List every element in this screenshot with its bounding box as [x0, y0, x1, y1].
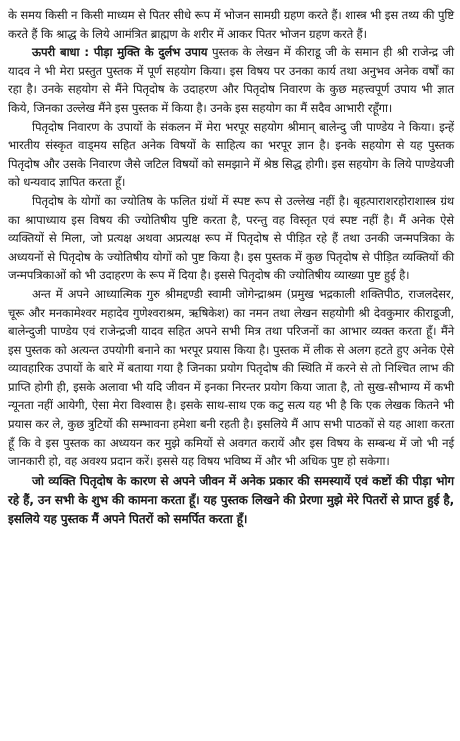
paragraph-shraddha [8, 6, 454, 43]
text-line: के समय किसी न किसी माध्यम से पितर सीधे रूप में भोजन सामग्री ग्रहण करते हैं। शास्त्र [8, 8, 367, 22]
text-line: किया जाता है, तो सुख-सौभाग्य में कभी न्यूनता नहीं आयेगी, ऐसा मेरा विश्वास है। इसके [8, 379, 455, 413]
text-line: ज्ञान है। इनके सहयोग से यह पुस्तक पितृदोष और उसके निवारण जैसे जटिल विषयों को [8, 138, 454, 171]
text-line: में पितृदोष से पीड़ित रहे हैं तथा उनकी जन्मपत्रिका के अध्ययनों से पितृदोष के ज्योतिषीय [8, 231, 454, 264]
text-line: अपने सभी मित्र तथा परिजनों का आभार व्यक्त करता हूँ। मैंने इस पुस्तक को अत्यन्त [8, 324, 454, 357]
text-line: साथ-साथ एक कटु सत्य यह भी है कि एक लेखक कितने भी प्रयास कर ले, कुछ त्रुटियों [8, 398, 454, 432]
text-line: भी इस तथ्य की पुष्टि करते हैं कि श्राद्ध के लिये आमंत्रित ब्राह्मण के शरीर में आकर पितर [8, 8, 454, 41]
text-line: पितृदोष निवारण के उपायों के संकलन में मेरा भरपूर सहयोग श्रीमान् बालेन्दु जी [32, 119, 362, 134]
text-line: एवं कष्टों की पीड़ा भोग रहे हैं, उन सभी के शुभ की कामना करता हूँ। यह पुस्तक [8, 473, 455, 507]
text-line: लेखन सहयोगी श्री देवकुमार कीराडूजी, बालेन्दुजी पाण्डेय एवं राजेन्द्रजी यादव सहित [8, 305, 454, 339]
text-line: अन्त में अपने आध्यात्मिक गुरु श्रीमद्दण्डी स्वामी जोगेन्द्राश्रम (प्रमुख भद्रकाली [32, 286, 356, 301]
paragraph-pandey [8, 118, 454, 192]
text-line: बृहत्पाराशरहोराशास्त्र ग्रंथ का श्रापाध्याय इस विषय की ज्योतिषीय पुष्टि करता है, परन्तु वह [8, 193, 454, 227]
text-line: तो निश्चित लाभ की प्राप्ति होगी ही, इसके अलावा भी यदि जीवन में इनका निरन्तर प्रयोग [8, 361, 454, 394]
text-line: पितृदोष के योगों का ज्योतिष के फलित ग्रंथों में स्पष्ट रूप से उल्लेख नहीं है। [32, 193, 350, 208]
text-line: उपयोगी बनाने का भरपूर प्रयास किया है। पुस्तक में लीक से अलग हटते हुए अनेक ऐसे [102, 342, 454, 357]
book-title: ऊपरी बाधा : पीड़ा मुक्ति के दुर्लभ उपाय [32, 45, 208, 60]
text-line: पुष्ट हो सकेगा। [330, 454, 390, 469]
text-line: विस्तृत एवं स्पष्ट नहीं है। मैं अनेक ऐसे व्यक्तियों से मिला, जो प्रत्यक्ष अथवा अप्रत्यक्ष रूप [8, 212, 454, 246]
text-line: भोजन ग्रहण करते हैं। [279, 26, 367, 41]
paragraph-acknowledgement [8, 285, 454, 471]
text-line: योगों को पुष्ट किया है। इस पुस्तक में कुछ पितृदोष से पीड़ित व्यक्तियों की जन्मपत्रिकाओं [8, 249, 454, 283]
text-line: पुस्तक में किया है। उनके इस सहयोग का मैं सदैव आभारी रहूँगा। [131, 100, 393, 115]
text-line: की सम्भावना हमेशा बनी रहती है। इसलिये मैं आप सभी पाठकों से यह आशा करता हूँ कि [8, 417, 454, 450]
text-line: शक्तिपीठ, राजलदेसर, चूरू और मनकामेश्वर महादेव गुणेश्वराश्रम, ऋषिकेश) का नमन तथा [8, 286, 454, 320]
paragraph-book-reference [8, 43, 454, 117]
text-line: और पितृदोष निवारण के कुछ महत्त्वपूर्ण उपाय भी ज्ञात किये, जिनका उल्लेख मैंने इस [8, 82, 454, 115]
text-line: समान ही श्री राजेन्द्र जी यादव ने भी मेरा प्रस्तुत पुस्तक में पूर्ण सहयोग किया। इस विषय पर [8, 45, 454, 78]
text-line: पाण्डेय ने किया। इन्हें भारतीय संस्कृत वाड्मय सहित अनेक विषयों के साहित्य का भरपूर [8, 119, 454, 153]
text-line: को भी उदाहरण के रूप में दिया है। इससे पितृदोष की ज्योतिषीय व्याख्या पुष्ट हुई है। [69, 268, 410, 283]
paragraph-astrology [8, 192, 454, 285]
text-line: पुस्तक के लेखन में कीराडू जी के [207, 45, 351, 60]
text-line: जो व्यक्ति पितृदोष के कारण से अपने जीवन में अनेक प्रकार की समस्यायें [32, 473, 351, 488]
paragraph-dedication [8, 472, 454, 529]
text-line: उनका कार्य तथा अनुभव अनेक वर्षों का रहा है। उनके सहयोग से मैंने पितृदोष के उदाहरण [8, 63, 454, 97]
text-line: जो भी नई जानकारी हो, वह अवश्य प्रदान करें। इससे यह विषय भविष्य में और भी अधिक [8, 435, 454, 469]
text-line: समझाने में श्रेष्ठ सिद्ध होगी। इस सहयोग के लिये पाण्डेयजी को धन्यवाद ज्ञापित करता हूँ। [8, 156, 454, 190]
text-line: लिखने की प्रेरणा मुझे मेरे पितरों से प्राप्त हुई है, इसलिये यह पुस्तक मैं अपने पितरों [8, 492, 455, 526]
text-line: को समर्पित करता हूँ। [157, 511, 248, 526]
text-line: वे इस पुस्तक का अध्ययन कर मुझे कमियों से अवगत करायें और इस विषय के सम्बन्ध में [34, 435, 407, 450]
text-line: व्यावहारिक उपायों के बारे में बताया गया है जिनका प्रयोग पितृदोष की स्थिति में करने से [8, 361, 368, 376]
